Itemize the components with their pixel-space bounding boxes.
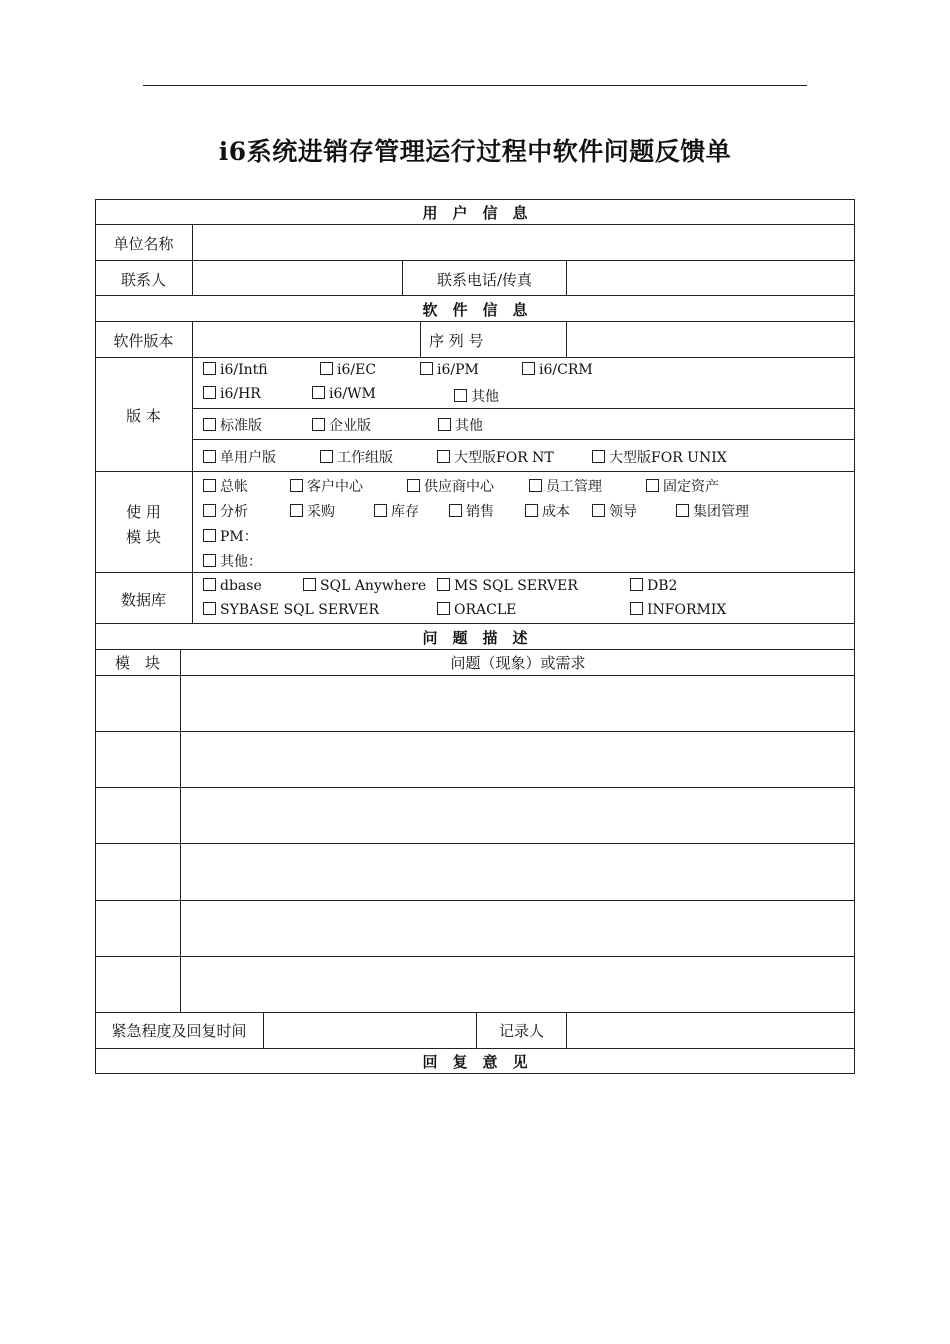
problem-row-3-text[interactable] <box>181 788 854 843</box>
checkbox-icon <box>454 389 467 402</box>
mod-other[interactable]: 其他： <box>203 551 262 571</box>
opt-enterprise[interactable]: 企业版 <box>312 415 371 435</box>
opt-ec[interactable]: i6/EC <box>320 362 376 378</box>
section-software-info: 软 件 信 息 <box>422 301 528 319</box>
label-sw-version: 软件版本 <box>113 332 174 350</box>
checkbox-icon <box>630 602 643 615</box>
field-phone[interactable] <box>567 261 854 295</box>
field-sw-version[interactable] <box>193 322 420 357</box>
problem-row-5-text[interactable] <box>181 901 854 956</box>
checkbox-icon <box>312 386 325 399</box>
mod-group[interactable]: 集团管理 <box>676 501 749 521</box>
checkbox-icon <box>630 578 643 591</box>
opt-single-user[interactable]: 单用户版 <box>203 447 276 467</box>
label-database: 数据库 <box>120 591 166 609</box>
checkbox-icon <box>437 450 450 463</box>
db-mssql[interactable]: MS SQL SERVER <box>437 578 578 594</box>
checkbox-icon <box>522 362 535 375</box>
checkbox-icon <box>203 450 216 463</box>
mod-leader[interactable]: 领导 <box>592 501 637 521</box>
mod-sales[interactable]: 销售 <box>449 501 494 521</box>
db-dbase[interactable]: dbase <box>203 578 262 594</box>
feedback-form <box>95 199 855 1074</box>
checkbox-icon <box>290 479 303 492</box>
label-phone: 联系电话/传真 <box>436 271 533 289</box>
checkbox-icon <box>303 578 316 591</box>
checkbox-icon <box>449 504 462 517</box>
mod-ledger[interactable]: 总帐 <box>203 476 248 496</box>
opt-pm[interactable]: i6/PM <box>420 362 479 378</box>
problem-row-1-module[interactable] <box>96 676 180 731</box>
label-serial: 序 列 号 <box>429 332 484 350</box>
db-sybase[interactable]: SYBASE SQL SERVER <box>203 602 379 618</box>
opt-wm[interactable]: i6/WM <box>312 386 376 402</box>
field-company[interactable] <box>193 225 854 260</box>
field-urgency[interactable] <box>264 1013 476 1048</box>
mod-supplier[interactable]: 供应商中心 <box>407 476 494 496</box>
mod-inventory[interactable]: 库存 <box>374 501 419 521</box>
checkbox-icon <box>312 418 325 431</box>
col-module-header: 模 块 <box>114 654 160 672</box>
checkbox-icon <box>203 578 216 591</box>
checkbox-icon <box>592 450 605 463</box>
checkbox-icon <box>676 504 689 517</box>
problem-row-4-text[interactable] <box>181 844 854 900</box>
problem-row-2-text[interactable] <box>181 732 854 787</box>
checkbox-icon <box>437 578 450 591</box>
opt-large-unix[interactable]: 大型版FOR UNIX <box>592 447 727 467</box>
problem-row-4-module[interactable] <box>96 844 180 900</box>
checkbox-icon <box>374 504 387 517</box>
label-recorder: 记录人 <box>498 1022 544 1040</box>
checkbox-icon <box>320 362 333 375</box>
checkbox-icon <box>529 479 542 492</box>
opt-large-nt[interactable]: 大型版FOR NT <box>437 447 554 467</box>
db-informix[interactable]: INFORMIX <box>630 602 726 618</box>
problem-row-3-module[interactable] <box>96 788 180 843</box>
form-title: i6系统进销存管理运行过程中软件问题反馈单 <box>218 137 732 166</box>
mod-fixed-assets[interactable]: 固定资产 <box>646 476 719 496</box>
mod-customer[interactable]: 客户中心 <box>290 476 363 496</box>
db-db2[interactable]: DB2 <box>630 578 677 594</box>
checkbox-icon <box>646 479 659 492</box>
db-sql-anywhere[interactable]: SQL Anywhere <box>303 578 426 594</box>
section-problem: 问 题 描 述 <box>422 629 528 647</box>
mod-purchase[interactable]: 采购 <box>290 501 335 521</box>
label-modules-2: 模 块 <box>126 528 161 546</box>
checkbox-icon <box>438 418 451 431</box>
opt-crm[interactable]: i6/CRM <box>522 362 593 378</box>
label-edition: 版 本 <box>126 407 161 425</box>
opt-workgroup[interactable]: 工作组版 <box>320 447 393 467</box>
checkbox-icon <box>203 504 216 517</box>
problem-row-6-module[interactable] <box>96 957 180 1012</box>
checkbox-icon <box>290 504 303 517</box>
section-reply: 回 复 意 见 <box>422 1053 528 1071</box>
opt-standard[interactable]: 标准版 <box>203 415 262 435</box>
problem-row-6-text[interactable] <box>181 957 854 1012</box>
opt-type-other[interactable]: 其他 <box>438 415 483 435</box>
mod-pm[interactable]: PM： <box>203 526 258 546</box>
checkbox-icon <box>592 504 605 517</box>
header-rule <box>143 85 807 86</box>
checkbox-icon <box>203 362 216 375</box>
checkbox-icon <box>420 362 433 375</box>
db-oracle[interactable]: ORACLE <box>437 602 516 618</box>
mod-cost[interactable]: 成本 <box>525 501 570 521</box>
checkbox-icon <box>407 479 420 492</box>
checkbox-icon <box>203 418 216 431</box>
label-urgency: 紧急程度及回复时间 <box>111 1022 247 1040</box>
checkbox-icon <box>203 529 216 542</box>
problem-row-2-module[interactable] <box>96 732 180 787</box>
section-user-info: 用 户 信 息 <box>422 204 528 222</box>
label-contact: 联系人 <box>120 271 166 289</box>
label-modules-1: 使 用 <box>126 503 161 521</box>
mod-employee[interactable]: 员工管理 <box>529 476 602 496</box>
checkbox-icon <box>320 450 333 463</box>
problem-row-1-text[interactable] <box>181 676 854 731</box>
checkbox-icon <box>203 602 216 615</box>
field-recorder[interactable] <box>567 1013 854 1048</box>
label-company: 单位名称 <box>113 235 174 253</box>
field-contact[interactable] <box>193 261 402 295</box>
col-problem-header: 问题（现象）或需求 <box>450 654 586 672</box>
mod-analysis[interactable]: 分析 <box>203 501 248 521</box>
checkbox-icon <box>203 386 216 399</box>
checkbox-icon <box>203 479 216 492</box>
field-serial[interactable] <box>567 322 854 357</box>
checkbox-icon <box>525 504 538 517</box>
checkbox-icon <box>203 554 216 567</box>
opt-product-other[interactable]: 其他 <box>454 386 499 406</box>
checkbox-icon <box>437 602 450 615</box>
problem-row-5-module[interactable] <box>96 901 180 956</box>
opt-hr[interactable]: i6/HR <box>203 386 261 402</box>
opt-intfi[interactable]: i6/Intfi <box>203 362 268 378</box>
